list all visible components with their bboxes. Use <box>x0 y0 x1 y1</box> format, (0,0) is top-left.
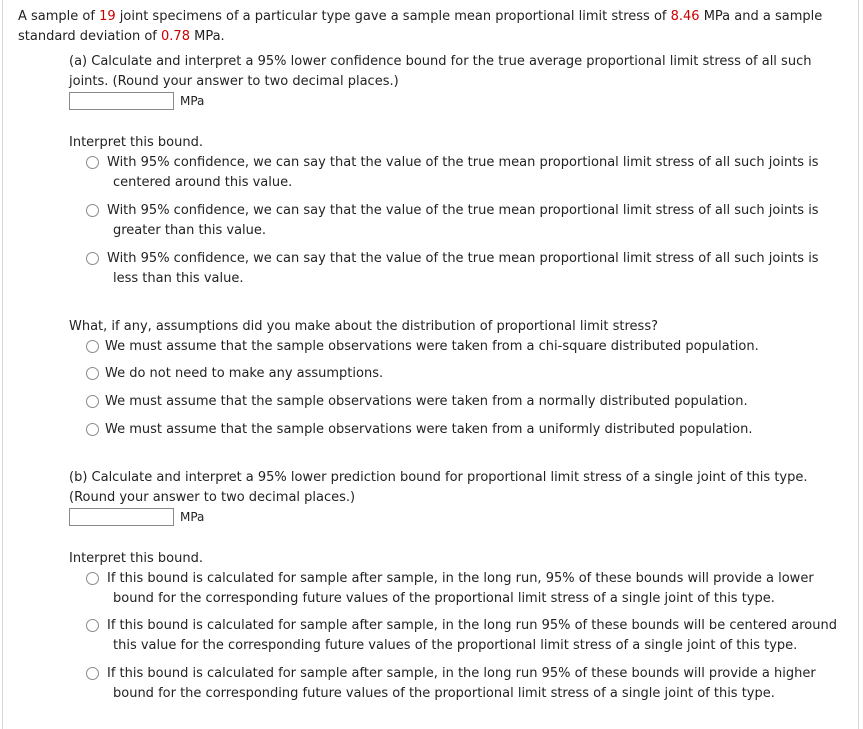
part-b-unit: MPa <box>180 510 205 524</box>
intro-text: MPa. <box>189 29 225 44</box>
option-label: With 95% confidence, we can say that the value of the true mean proportional limit stress of all such joints is greater than this value. <box>107 203 819 238</box>
radio-button[interactable] <box>86 204 99 217</box>
radio-button[interactable] <box>86 619 99 632</box>
part-b-interpret-option-1[interactable] <box>86 569 846 609</box>
part-a-interpret-option-3[interactable] <box>86 249 846 289</box>
radio-button[interactable] <box>86 252 99 265</box>
option-label: If this bound is calculated for sample after sample, in the long run, 95% of these bounds will provide a lower bound for the corresponding future values of the proportional limit stress of a single joint of this type. <box>107 571 814 606</box>
intro-text: A sample of <box>18 9 100 24</box>
option-label: If this bound is calculated for sample after sample, in the long run 95% of these bounds will provide a higher bound for the corresponding future values of the proportional limit stress of a single joint of this type. <box>107 666 816 701</box>
sample-mean-value: 8.46 <box>670 9 700 24</box>
option-label: If this bound is calculated for sample after sample, in the long run 95% of these bounds will be centered around this value for the corresponding future values of the proportional limit stress of a single joint of this type. <box>107 618 837 653</box>
option-label: We must assume that the sample observations were taken from a uniformly distributed population. <box>105 422 753 437</box>
assumption-option-2[interactable] <box>86 364 846 384</box>
part-b-interpret-option-2[interactable] <box>86 616 846 656</box>
part-a-question: (a) Calculate and interpret a 95% lower confidence bound for the true average proportional limit stress of all such joints. (Round your answer to two decimal places.) <box>69 54 812 89</box>
intro-text: MPa and a sample standard deviation of <box>18 9 823 44</box>
radio-button[interactable] <box>86 156 99 169</box>
part-a-answer-input[interactable] <box>69 92 174 110</box>
assumption-label: What, if any, assumptions did you make about the distribution of proportional limit stress? <box>69 319 658 334</box>
part-b-interpret-label: Interpret this bound. <box>69 551 203 566</box>
part-a-interpret-option-2[interactable] <box>86 201 846 241</box>
radio-button[interactable] <box>86 395 99 408</box>
part-a-interpret-option-1[interactable] <box>86 153 846 193</box>
option-label: We must assume that the sample observations were taken from a chi-square distributed population. <box>105 339 759 354</box>
assumption-option-4[interactable] <box>86 420 846 440</box>
part-b-answer-row <box>69 507 204 527</box>
sample-sd-value: 0.78 <box>161 29 190 44</box>
option-label: We do not need to make any assumptions. <box>105 366 384 381</box>
part-b-answer-input[interactable] <box>69 508 174 526</box>
radio-button[interactable] <box>86 572 99 585</box>
part-a-interpret-label: Interpret this bound. <box>69 135 203 150</box>
option-label: With 95% confidence, we can say that the value of the true mean proportional limit stress of all such joints is centered around this value. <box>107 155 819 190</box>
part-a-answer-row <box>69 91 204 111</box>
part-b-interpret-option-3[interactable] <box>86 664 846 704</box>
option-label: With 95% confidence, we can say that the value of the true mean proportional limit stress of all such joints is less than this value. <box>107 251 819 286</box>
part-b-question: (b) Calculate and interpret a 95% lower prediction bound for proportional limit stress of a single joint of this type. (Round your answer to two decimal places.) <box>69 470 808 505</box>
assumption-option-3[interactable] <box>86 392 846 412</box>
sample-size-value: 19 <box>99 9 116 24</box>
radio-button[interactable] <box>86 367 99 380</box>
radio-button[interactable] <box>86 340 99 353</box>
part-a-unit: MPa <box>180 94 205 108</box>
option-label: We must assume that the sample observations were taken from a normally distributed population. <box>105 394 748 409</box>
assumption-option-1[interactable] <box>86 337 846 357</box>
radio-button[interactable] <box>86 667 99 680</box>
radio-button[interactable] <box>86 423 99 436</box>
intro-text: joint specimens of a particular type gave a sample mean proportional limit stress of <box>115 9 671 24</box>
problem-statement <box>18 7 848 47</box>
